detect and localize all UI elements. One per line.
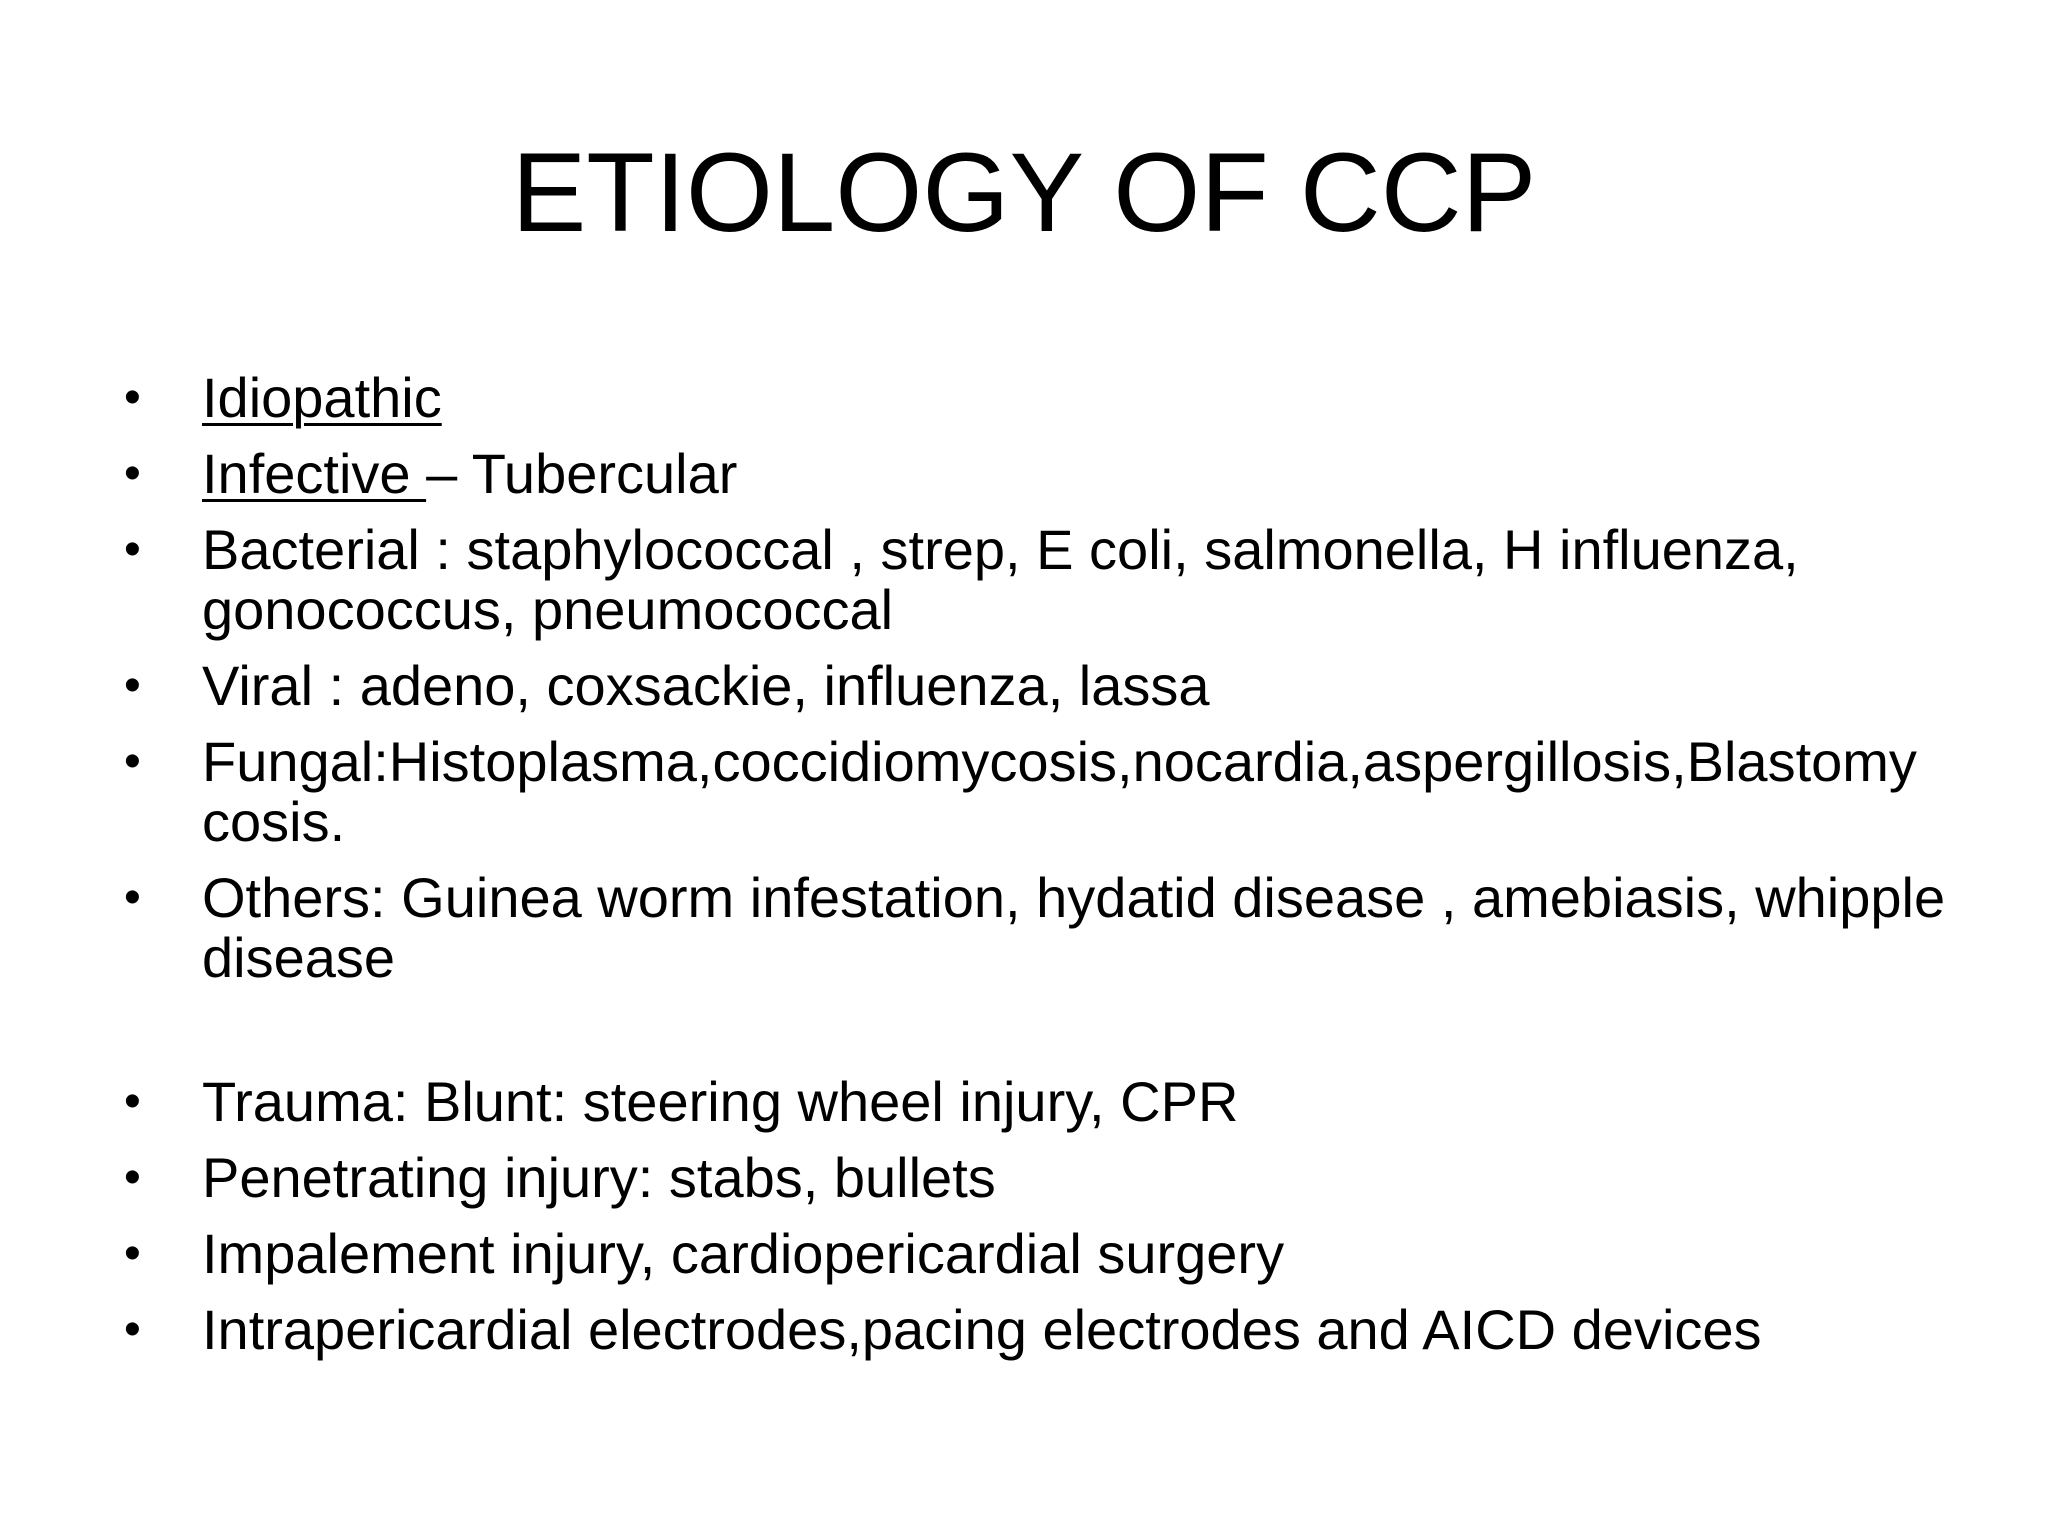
item-text: Others: Guinea worm infestation, hydatid disease , amebiasis, whipple disease [202,866,1946,989]
bullet-icon: • [124,371,141,424]
bullet-icon: • [124,1303,141,1356]
list-item [118,868,1958,988]
list-item [118,656,1958,716]
bullet-icon: • [124,1151,141,1204]
bullet-icon: • [124,735,141,788]
item-text: Impalement injury, cardiopericardial surgery [202,1222,1285,1285]
item-text: Viral : adeno, coxsackie, influenza, lassa [202,654,1210,717]
bullet-icon: • [124,1227,141,1280]
list-item [118,1072,1958,1132]
bullet-icon: • [124,523,141,576]
list-item [118,1300,1958,1360]
item-text: Fungal:Histoplasma,coccidiomycosis,nocardia,aspergillosis,Blastomy cosis. [202,730,1917,853]
item-text: Trauma: Blunt: steering wheel injury, CPR [202,1070,1239,1133]
slide-title: ETIOLOGY OF CCP [511,130,1537,255]
list-item [118,444,1958,504]
item-text: – Tubercular [426,442,738,505]
list-item [118,368,1958,428]
bullet-icon: • [124,871,141,924]
bullet-icon: • [124,447,141,500]
list-item [118,732,1958,852]
list-item [118,520,1958,640]
item-text: Penetrating injury: stabs, bullets [202,1146,996,1209]
list-item [118,1224,1958,1284]
item-text: Intrapericardial electrodes,pacing electrodes and AICD devices [202,1298,1762,1361]
list-item [118,1148,1958,1208]
bullet-list [118,368,1958,1376]
item-text: Bacterial : staphylococcal , strep, E coli, salmonella, H influenza, gonococcus, pneumococcal [202,518,1799,641]
item-underlined-text: Idiopathic [202,366,442,429]
bullet-icon: • [124,1075,141,1128]
bullet-icon: • [124,659,141,712]
item-underlined-text: Infective [202,442,427,505]
